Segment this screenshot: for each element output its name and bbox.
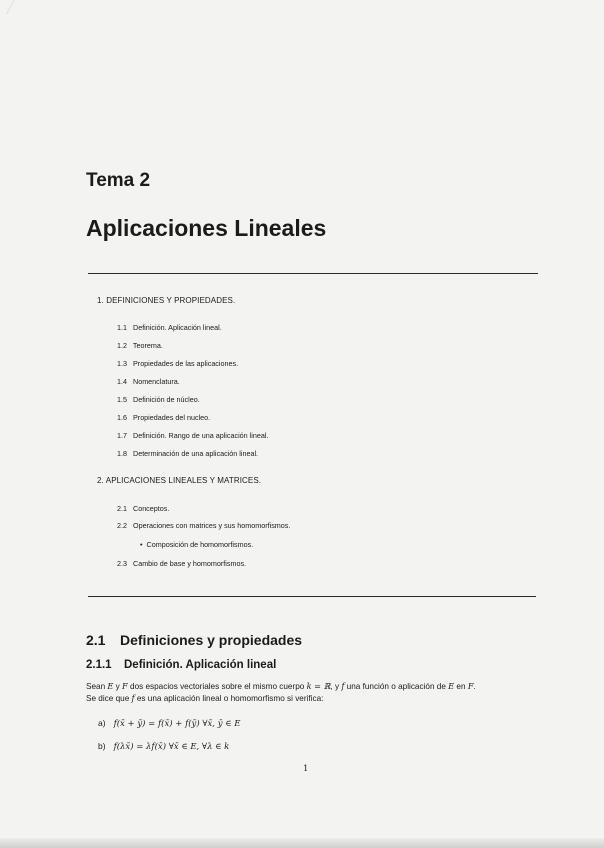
toc-item-text: Operaciones con matrices y sus homomorfismos. [133, 521, 291, 530]
text-run: y [113, 682, 123, 691]
toc-item-text: Definición de núcleo. [133, 395, 200, 404]
toc-section-2: 2. APLICACIONES LINEALES Y MATRICES. [97, 476, 262, 485]
toc-item-text: Nomenclatura. [133, 377, 180, 386]
page-fold-mark [0, 0, 15, 14]
bottom-divider [88, 596, 536, 597]
equation-label: a) [98, 718, 106, 728]
subsection-title: Definición. Aplicación lineal [124, 659, 277, 671]
toc-item-number: 2.3 [117, 559, 127, 568]
toc-item-text: Teorema. [132, 341, 163, 350]
text-run: una función o aplicación de [344, 682, 449, 691]
toc-item-number: 1.7 [117, 431, 127, 440]
toc-item-number: 1.5 [117, 395, 127, 404]
toc-item-number: 1.3 [117, 359, 127, 368]
toc-item-number: 1.2 [117, 341, 127, 350]
toc-item [117, 341, 163, 350]
math-symbol: k = ℝ [306, 681, 331, 691]
text-run: . [473, 682, 476, 691]
toc-item-text: Cambio de base y homomorfismos. [133, 559, 247, 568]
toc-item-text: Definición. Aplicación lineal. [133, 323, 222, 332]
equation-formula: f(λx̄) = λf(x̄) ∀x̄ ∈ E, ∀λ ∈ k [113, 742, 230, 752]
math-symbol: f [131, 692, 135, 703]
text-run: es una aplicación lineal o homomorfismo si verifica: [134, 693, 324, 703]
math-symbol: E [448, 681, 455, 691]
section-number: 2.1 [86, 632, 106, 648]
math-symbol: f [341, 681, 345, 691]
chapter-title: Aplicaciones Lineales [86, 215, 327, 241]
toc-item-number: 1.4 [117, 377, 127, 386]
subsection-number: 2.1.1 [86, 659, 112, 671]
toc-bullet-item [140, 540, 253, 549]
page-number: 1 [303, 764, 309, 774]
text-run: Sean [86, 682, 108, 691]
math-symbol: E [107, 681, 114, 691]
toc-item [117, 377, 180, 386]
section-heading [86, 632, 302, 648]
text-run: en [454, 682, 468, 691]
toc-item [117, 413, 210, 422]
toc-item [117, 395, 200, 404]
toc-item-text: Determinación de una aplicación lineal. [133, 449, 259, 458]
toc-section-1: 1. DEFINICIONES Y PROPIEDADES. [97, 296, 236, 305]
page-bottom-shadow [0, 838, 604, 848]
section-title: Definiciones y propiedades [120, 632, 303, 648]
toc-item-text: Propiedades de las aplicaciones. [133, 359, 239, 368]
toc-item [117, 359, 238, 368]
equation-label: b) [98, 741, 106, 751]
equation-a [98, 718, 240, 729]
math-symbol: F [122, 681, 128, 691]
text-run: Se dice que [86, 693, 132, 703]
equation-formula: f(x̄ + ȳ) = f(x̄) + f(ȳ) ∀x̄, ȳ ∈ E [113, 719, 241, 729]
toc-item [117, 521, 290, 530]
equation-b [98, 741, 229, 752]
toc-item [117, 449, 258, 458]
toc-bullet-text: Composición de homomorfismos. [146, 540, 254, 549]
toc-item [117, 323, 222, 332]
text-run: dos espacios vectoriales sobre el mismo cuerpo [127, 682, 307, 691]
top-divider [88, 273, 538, 274]
toc-item-number: 1.8 [117, 449, 127, 458]
toc-item [117, 504, 169, 513]
math-symbol: F [467, 681, 474, 691]
definition-paragraph [86, 681, 546, 704]
toc-item-number: 2.1 [117, 504, 127, 513]
toc-item-text: Propiedades del nucleo. [133, 413, 211, 422]
toc-item-number: 1.1 [117, 323, 127, 332]
bullet-icon: • [140, 540, 143, 549]
toc-item [117, 431, 268, 440]
toc-item-number: 2.2 [117, 521, 127, 530]
toc-item-number: 1.6 [117, 413, 127, 422]
toc-item-text: Conceptos. [133, 504, 170, 513]
text-run: , y [330, 682, 342, 691]
toc-item-text: Definición. Rango de una aplicación lineal. [133, 431, 269, 440]
subsection-heading [86, 659, 276, 671]
toc-item [117, 559, 246, 568]
chapter-label: Tema 2 [86, 170, 151, 191]
